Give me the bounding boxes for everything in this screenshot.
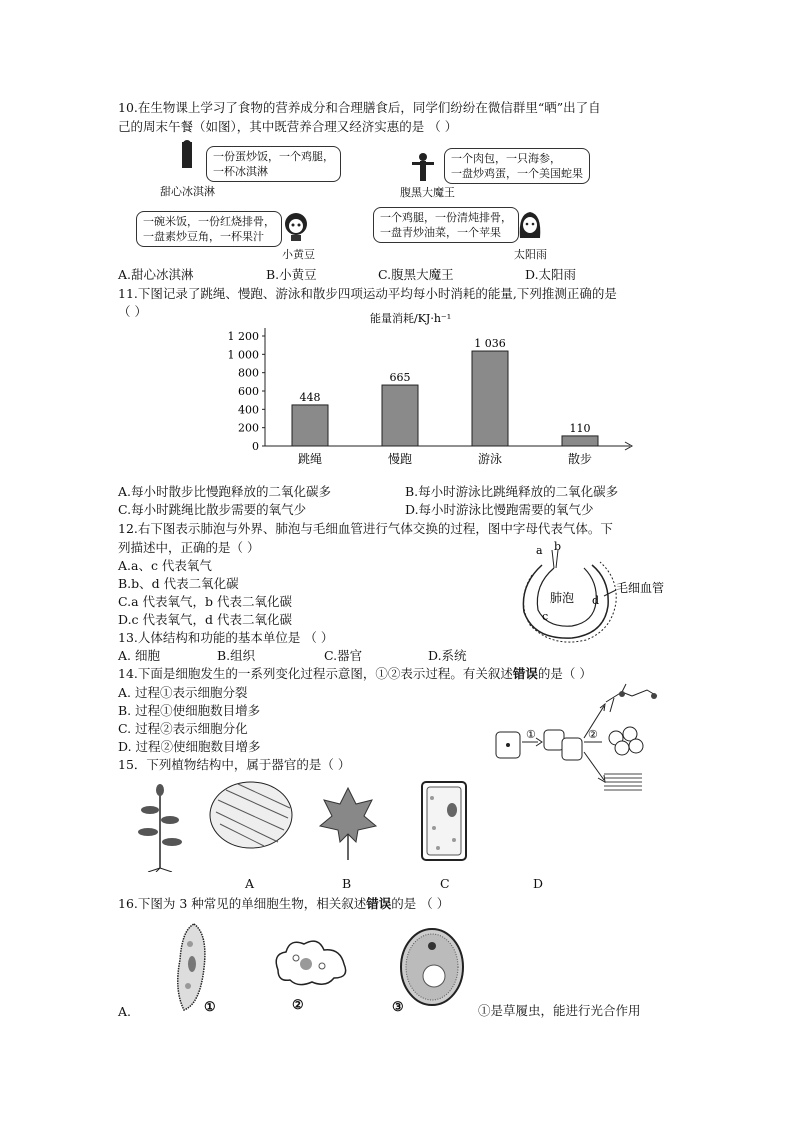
q12-option-a: A.a、c 代表氧气	[118, 558, 212, 573]
y-tick-label: 600	[238, 385, 259, 398]
q12-option-c: C.a 代表氧气，b 代表二氧化碳	[118, 594, 292, 609]
q16-stem	[118, 894, 449, 912]
plant-cell-image	[418, 778, 470, 864]
q14-option-b: B. 过程①使细胞数目增多	[118, 703, 261, 718]
label-b: b	[554, 540, 562, 553]
bubble-line: 一碗米饭，一份红烧排骨，	[143, 215, 275, 228]
q12-option-d: D.c 代表氧气，d 代表二氧化碳	[118, 612, 292, 627]
organism-mark-2: ②	[292, 998, 304, 1013]
bar-value-label: 1 036	[474, 337, 506, 351]
q15-label-b: B	[342, 876, 352, 891]
label-d: d	[592, 594, 600, 607]
q11-option-c: C.每小时跳绳比散步需要的氧气少	[118, 502, 307, 517]
y-tick-label: 400	[238, 403, 259, 417]
q13-option-d: D.系统	[428, 648, 467, 663]
q10-bubble-1	[206, 146, 341, 182]
tissue-section-image	[208, 780, 294, 850]
q10-option-d: D.太阳雨	[525, 267, 577, 282]
bubble-line: 一盘青炒油菜，一个苹果	[380, 226, 501, 239]
q12-option-b: B.b、d 代表二氧化碳	[118, 576, 239, 591]
x-category-label: 散步	[567, 452, 593, 466]
q10-option-c: C.腹黑大魔王	[378, 267, 454, 282]
stem-emphasis: 错误	[512, 666, 538, 681]
q11-stem-line1: 11.下图记录了跳绳、慢跑、游泳和散步四项运动平均每小时消耗的能量,下列推测正确的是	[118, 286, 617, 301]
person-figure-icon	[410, 152, 436, 182]
q10-bubble-3	[136, 211, 282, 247]
cell-process-diagram	[492, 682, 667, 800]
bar	[562, 436, 598, 446]
x-category-label: 跳绳	[297, 452, 323, 466]
q10-name-3: 小黄豆	[282, 248, 315, 261]
cartoon-girl-icon	[516, 208, 544, 242]
q10-option-a: A.甜心冰淇淋	[118, 267, 194, 282]
stem-emphasis: 错误	[366, 896, 392, 911]
bubble-line: 一个肉包，一只海参，	[451, 152, 561, 165]
organism-mark-1: ①	[204, 1000, 216, 1015]
q16-option-a-text: ①是草履虫，能进行光合作用	[478, 1003, 641, 1018]
q10-bubble-4	[373, 207, 519, 243]
y-tick-label: 200	[238, 421, 259, 435]
x-category-label: 游泳	[477, 452, 503, 466]
q12-stem-line1: 12.右下图表示肺泡与外界、肺泡与毛细血管进行气体交换的过程，图中字母代表气体。下	[118, 521, 613, 536]
bar-value-label: 665	[389, 371, 411, 385]
q13-option-c: C.器官	[324, 648, 363, 663]
stem-text: 14.下面是细胞发生的一系列变化过程示意图，①②表示过程。有关叙述	[118, 666, 513, 681]
leaf-image	[316, 782, 380, 862]
q11-option-a: A.每小时散步比慢跑释放的二氧化碳多	[118, 484, 332, 499]
q15-label-c: C	[440, 876, 450, 891]
q15-label-d: D	[533, 876, 544, 891]
process-2-mark: ②	[588, 728, 598, 741]
q10-name-2: 腹黑大魔王	[400, 186, 455, 199]
q11-stem-line2: （ ）	[118, 304, 147, 319]
q15-stem: 15．下列植物结构中，属于器官的是（ ）	[118, 757, 351, 772]
bubble-line: 一盘素炒豆角，一杯果汁	[143, 230, 264, 243]
q14-option-a: A. 过程①表示细胞分裂	[118, 685, 248, 700]
bar-value-label: 448	[299, 390, 321, 404]
chart-ylabel: 能量消耗/KJ·h⁻¹	[370, 312, 452, 325]
stem-text: 的是（ ）	[537, 666, 592, 681]
q10-name-4: 太阳雨	[514, 248, 547, 261]
bar	[472, 351, 508, 446]
q10-stem-line2: 己的周末午餐（如图），其中既营养合理又经济实惠的是 （ ）	[118, 119, 458, 134]
q11-option-b: B.每小时游泳比跳绳释放的二氧化碳多	[405, 484, 619, 499]
q11-option-d: D.每小时游泳比慢跑需要的氧气少	[405, 502, 594, 517]
process-1-mark: ①	[526, 728, 536, 741]
q14-option-c: C. 过程②表示细胞分化	[118, 721, 248, 736]
bar-value-label: 110	[569, 421, 591, 435]
q15-label-a: A	[245, 876, 255, 891]
x-category-label: 慢跑	[387, 452, 413, 466]
q13-stem: 13.人体结构和功能的基本单位是 （ ）	[118, 630, 334, 645]
label-alveolus: 肺泡	[550, 591, 575, 605]
amoeba-image	[268, 934, 352, 990]
y-tick-label: 0	[252, 440, 259, 453]
q14-stem	[118, 664, 592, 682]
bubble-line: 一盘炒鸡蛋，一个美国蛇果	[451, 167, 583, 180]
q16-option-a-label: A.	[118, 1004, 132, 1019]
bubble-line: 一份蛋炒饭，一个鸡腿，	[213, 150, 334, 163]
whole-plant-image	[126, 780, 194, 872]
cartoon-girl-icon	[282, 210, 310, 242]
bar	[292, 405, 328, 446]
bubble-line: 一杯冰淇淋	[213, 165, 268, 178]
organism-mark-3: ③	[392, 1000, 404, 1015]
stem-text: 的是 （ ）	[391, 896, 450, 911]
energy-bar-chart	[220, 306, 640, 476]
y-tick-label: 1 000	[227, 348, 259, 362]
q10-option-b: B.小黄豆	[266, 267, 317, 282]
y-tick-label: 800	[238, 366, 259, 380]
stem-text: 16.下图为 3 种常见的单细胞生物，相关叙述	[118, 896, 367, 911]
q13-option-b: B.组织	[217, 648, 256, 663]
q12-stem-line2: 列描述中，正确的是（ ）	[118, 540, 260, 555]
label-capillary: 毛细血管	[616, 581, 665, 595]
person-figure-icon	[176, 140, 198, 170]
paramecium-image	[168, 920, 228, 1016]
alveolus-diagram	[512, 540, 677, 645]
q10-bubble-2	[444, 148, 590, 184]
label-c: c	[542, 610, 549, 623]
bubble-line: 一个鸡腿，一份清炖排骨，	[380, 211, 512, 224]
label-a: a	[536, 544, 543, 557]
yeast-cell-image	[398, 926, 466, 1008]
q10-name-1: 甜心冰淇淋	[160, 185, 215, 198]
q10-stem-line1: 10.在生物课上学习了食物的营养成分和合理膳食后，同学们纷纷在微信群里“晒”出了自	[118, 100, 601, 115]
q13-option-a: A. 细胞	[118, 648, 160, 663]
bar	[382, 385, 418, 446]
y-tick-label: 1 200	[227, 330, 259, 343]
q14-option-d: D. 过程②使细胞数目增多	[118, 739, 261, 754]
